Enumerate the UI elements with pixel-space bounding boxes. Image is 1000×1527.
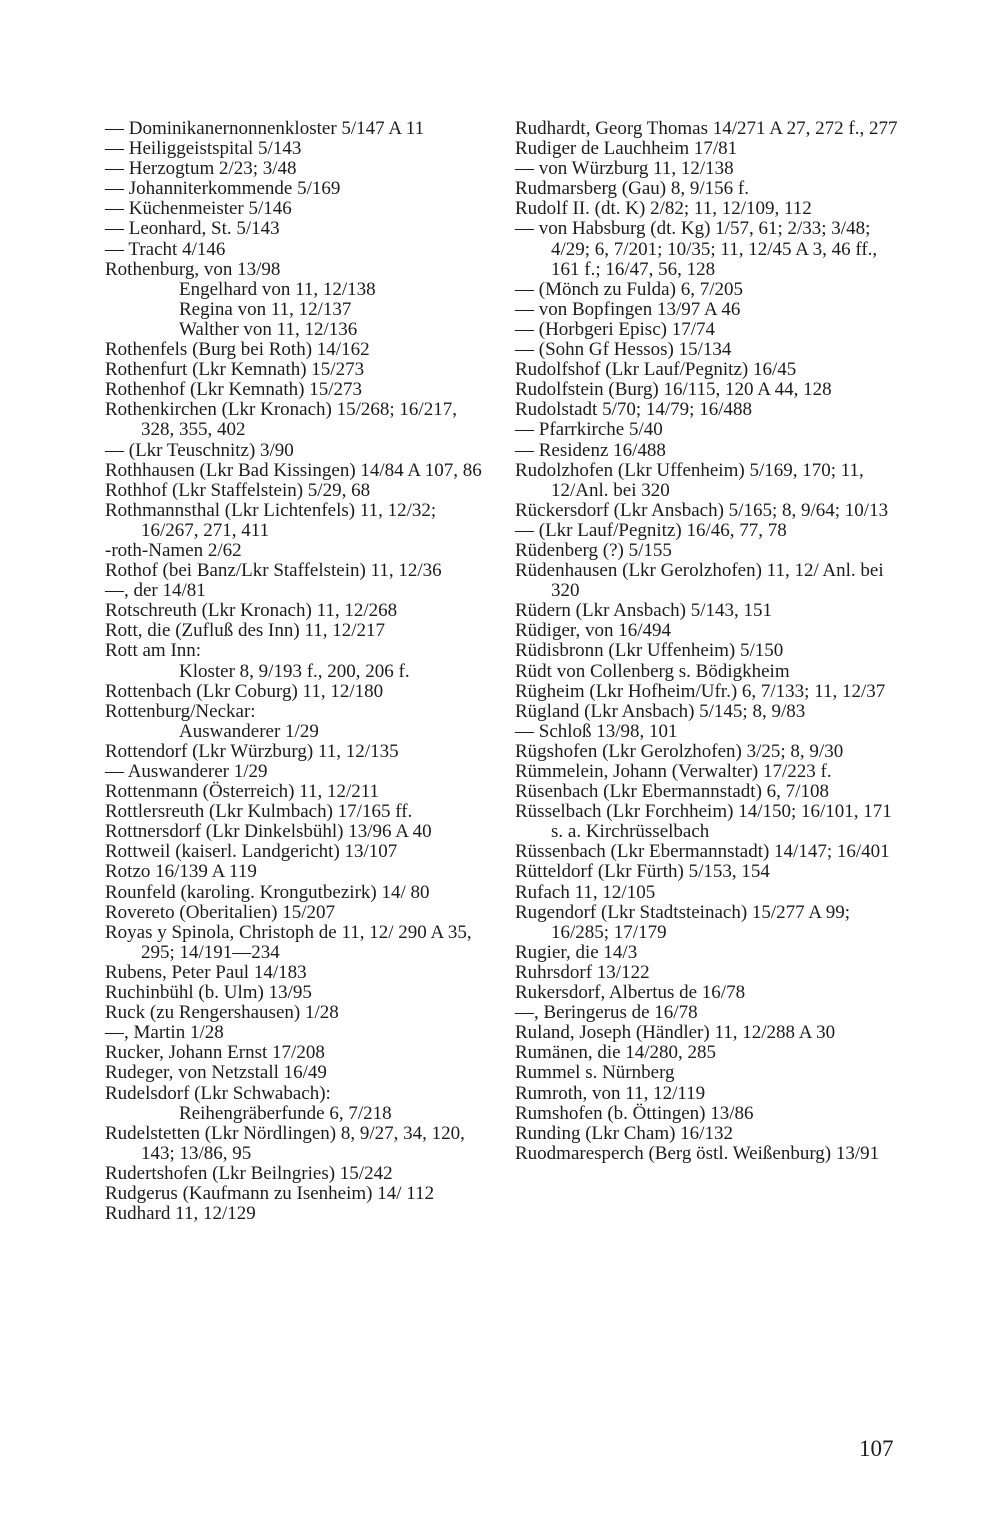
- index-entry: — von Bopfingen 13/97 A 46: [515, 298, 741, 320]
- index-entry: Rütteldorf (Lkr Fürth) 5/153, 154: [515, 861, 770, 883]
- index-entry: Rumshofen (b. Öttingen) 13/86: [515, 1102, 754, 1124]
- index-entry: Rotschreuth (Lkr Kronach) 11, 12/268: [105, 600, 398, 622]
- index-entry: Rottenburg/Neckar:: [105, 700, 256, 722]
- index-entry: Rüsselbach (Lkr Forchheim) 14/150; 16/101, 171 s. a. Kirchrüsselbach: [515, 801, 892, 843]
- index-entry: Rothenkirchen (Lkr Kronach) 15/268; 16/217, 328, 355, 402: [105, 399, 457, 441]
- index-entry: Ruck (zu Rengershausen) 1/28: [105, 1002, 339, 1024]
- index-entry: Rothenfels (Burg bei Roth) 14/162: [105, 339, 370, 361]
- index-entry: Rovereto (Oberitalien) 15/207: [105, 901, 336, 923]
- index-entry: Rottlersreuth (Lkr Kulmbach) 17/165 ff.: [105, 801, 413, 823]
- index-entry: — Pfarrkirche 5/40: [515, 419, 663, 441]
- index-entry: — Küchenmeister 5/146: [105, 198, 292, 220]
- index-entry: Rothenfurt (Lkr Kemnath) 15/273: [105, 359, 365, 381]
- index-entry: Rückersdorf (Lkr Ansbach) 5/165; 8, 9/64; 10/13: [515, 499, 889, 521]
- index-entry: Rudelsdorf (Lkr Schwabach):: [105, 1082, 331, 1104]
- index-entry: Rüdenberg (?) 5/155: [515, 539, 672, 561]
- index-entry: — Heiliggeistspital 5/143: [105, 138, 302, 160]
- index-entry: Rüdiger, von 16/494: [515, 620, 671, 642]
- index-entry: Auswanderer 1/29: [179, 720, 319, 742]
- index-entry: Rudeger, von Netzstall 16/49: [105, 1062, 327, 1084]
- index-entry: —, Beringerus de 16/78: [515, 1002, 698, 1024]
- index-entry: Rudelstetten (Lkr Nördlingen) 8, 9/27, 34, 120, 143; 13/86, 95: [105, 1122, 465, 1164]
- index-entry: Rott am Inn:: [105, 640, 202, 662]
- index-entry: Rudertshofen (Lkr Beilngries) 15/242: [105, 1162, 393, 1184]
- index-entry: Rummel s. Nürnberg: [515, 1062, 675, 1084]
- index-entry: Ruhrsdorf 13/122: [515, 961, 650, 983]
- index-entry: Rüdisbronn (Lkr Uffenheim) 5/150: [515, 640, 784, 662]
- index-entry: — Leonhard, St. 5/143: [105, 218, 280, 240]
- index-entry: —, der 14/81: [105, 580, 206, 602]
- index-entry: Rügheim (Lkr Hofheim/Ufr.) 6, 7/133; 11, 12/37: [515, 680, 886, 702]
- index-entry: Rumänen, die 14/280, 285: [515, 1042, 717, 1064]
- index-entry: — Residenz 16/488: [515, 439, 666, 461]
- index-entry: — (Lkr Lauf/Pegnitz) 16/46, 77, 78: [515, 519, 787, 541]
- index-entry: Ruodmaresperch (Berg östl. Weißenburg) 13/91: [515, 1142, 880, 1164]
- index-entry: Rudgerus (Kaufmann zu Isenheim) 14/ 112: [105, 1182, 435, 1204]
- index-entry: — (Lkr Teuschnitz) 3/90: [105, 439, 294, 461]
- index-entry: Walther von 11, 12/136: [179, 318, 358, 340]
- index-entry: Rottnersdorf (Lkr Dinkelsbühl) 13/96 A 40: [105, 821, 432, 843]
- index-entry: Rothenburg, von 13/98: [105, 258, 281, 280]
- index-entry: Rottenmann (Österreich) 11, 12/211: [105, 781, 380, 803]
- index-entry: Rothof (bei Banz/Lkr Staffelstein) 11, 12/36: [105, 560, 442, 582]
- index-entry: — (Mönch zu Fulda) 6, 7/205: [515, 278, 743, 300]
- index-entry: Rudolzhofen (Lkr Uffenheim) 5/169, 170; 11, 12/Anl. bei 320: [515, 459, 864, 501]
- index-entry: — Dominikanernonnenkloster 5/147 A 11: [105, 118, 425, 139]
- index-entry: Rüssenbach (Lkr Ebermannstadt) 14/147; 16/401: [515, 841, 890, 863]
- index-entry: — Schloß 13/98, 101: [515, 720, 678, 742]
- index-entry: Rotzo 16/139 A 119: [105, 861, 257, 883]
- index-entry: Rüdenhausen (Lkr Gerolzhofen) 11, 12/ Anl. bei 320: [515, 560, 884, 602]
- index-entry: Royas y Spinola, Christoph de 11, 12/ 290 A 35, 295; 14/191—234: [105, 921, 472, 963]
- index-entry: Rothenhof (Lkr Kemnath) 15/273: [105, 379, 362, 401]
- index-entry: —, Martin 1/28: [105, 1022, 224, 1044]
- index-entry: Ruland, Joseph (Händler) 11, 12/288 A 30: [515, 1022, 836, 1044]
- index-entry: Engelhard von 11, 12/138: [179, 278, 376, 300]
- index-entry: Rottendorf (Lkr Würzburg) 11, 12/135: [105, 740, 399, 762]
- index-entry: Rothhof (Lkr Staffelstein) 5/29, 68: [105, 479, 371, 501]
- index-entry: — Herzogtum 2/23; 3/48: [105, 158, 297, 180]
- index-entry: Rumroth, von 11, 12/119: [515, 1082, 706, 1104]
- index-entry: Rounfeld (karoling. Krongutbezirk) 14/ 80: [105, 881, 430, 903]
- index-entry: Rügshofen (Lkr Gerolzhofen) 3/25; 8, 9/30: [515, 740, 844, 762]
- index-entry: — von Würzburg 11, 12/138: [515, 158, 734, 180]
- index-entry: — Auswanderer 1/29: [105, 761, 268, 782]
- index-entry: Reihengräberfunde 6, 7/218: [179, 1102, 392, 1124]
- index-entry: Rugendorf (Lkr Stadtsteinach) 15/277 A 99; 16/285; 17/179: [515, 901, 851, 943]
- index-entry: Rudmarsberg (Gau) 8, 9/156 f.: [515, 178, 749, 200]
- page-number: 107: [859, 1436, 894, 1461]
- index-entry: Rothhausen (Lkr Bad Kissingen) 14/84 A 107, 86: [105, 459, 482, 481]
- index-column-right: [515, 119, 907, 1164]
- index-entry: Rudolstadt 5/70; 14/79; 16/488: [515, 399, 752, 421]
- index-entry: Rüdern (Lkr Ansbach) 5/143, 151: [515, 600, 772, 622]
- index-entry: Rubens, Peter Paul 14/183: [105, 961, 307, 983]
- index-entry: Kloster 8, 9/193 f., 200, 206 f.: [179, 660, 410, 682]
- index-entry: Rudolfstein (Burg) 16/115, 120 A 44, 128: [515, 379, 832, 401]
- index-entry: -roth-Namen 2/62: [105, 539, 242, 561]
- index-entry: Rudiger de Lauchheim 17/81: [515, 138, 738, 160]
- index-entry: — (Horbgeri Episc) 17/74: [515, 318, 715, 340]
- index-entry: — Johanniterkommende 5/169: [105, 178, 341, 200]
- index-entry: — Tracht 4/146: [105, 238, 226, 260]
- index-entry: Rüdt von Collenberg s. Bödigkheim: [515, 660, 790, 682]
- index-entry: Rudhardt, Georg Thomas 14/271 A 27, 272 f., 277: [515, 118, 898, 139]
- index-entry: Regina von 11, 12/137: [179, 298, 352, 320]
- index-entry: Rudolfshof (Lkr Lauf/Pegnitz) 16/45: [515, 359, 797, 381]
- index-entry: Rothmannsthal (Lkr Lichtenfels) 11, 12/32; 16/267, 271, 411: [105, 499, 437, 541]
- index-entry: Rudolf II. (dt. K) 2/82; 11, 12/109, 112: [515, 198, 812, 220]
- index-entry: Rümmelein, Johann (Verwalter) 17/223 f.: [515, 761, 832, 782]
- index-column-left: [105, 119, 489, 1224]
- index-entry: Rukersdorf, Albertus de 16/78: [515, 982, 746, 1004]
- index-entry: Rucker, Johann Ernst 17/208: [105, 1042, 325, 1064]
- index-entry: Rott, die (Zufluß des Inn) 11, 12/217: [105, 620, 386, 642]
- index-entry: Rufach 11, 12/105: [515, 881, 656, 903]
- index-entry: Rottweil (kaiserl. Landgericht) 13/107: [105, 841, 398, 863]
- index-entry: Rudhard 11, 12/129: [105, 1203, 256, 1225]
- index-entry: Rugier, die 14/3: [515, 941, 638, 963]
- index-entry: — von Habsburg (dt. Kg) 1/57, 61; 2/33; 3/48; 4/29; 6, 7/201; 10/35; 11, 12/45 A 3, 46 ff., 161 f.; 16/47, 56, 128: [515, 218, 878, 280]
- index-entry: Rottenbach (Lkr Coburg) 11, 12/180: [105, 680, 384, 702]
- index-entry: Ruchinbühl (b. Ulm) 13/95: [105, 982, 312, 1004]
- index-entry: Rügland (Lkr Ansbach) 5/145; 8, 9/83: [515, 700, 806, 722]
- index-entry: Rüsenbach (Lkr Ebermannstadt) 6, 7/108: [515, 781, 829, 803]
- index-entry: Runding (Lkr Cham) 16/132: [515, 1122, 733, 1144]
- index-entry: — (Sohn Gf Hessos) 15/134: [515, 339, 732, 361]
